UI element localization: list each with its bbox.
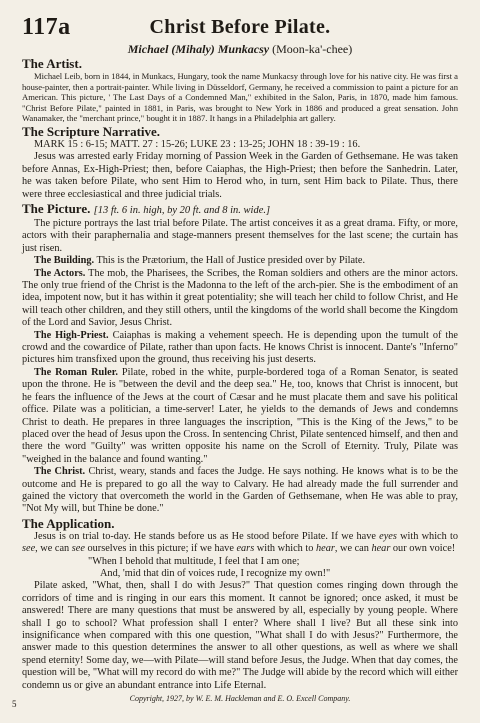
picture-heading xyxy=(22,202,458,218)
artist-text: Michael Leib, born in 1844, in Munkacs, Hungary, took the name Munkacsy through love for his native city. He was first a house-painter, then a portrait-painter. While living in Düsseldorf, Germany, he received a commission to paint a picture for an American. This picture, ' The Last Days of a Condemned Man," exhibited in the Salon, Paris, in 1870, made him famous. "Christ Before Pilate," painted in 1881, in Paris, was brought to New York in 1886 and produced a great sensation. John Wanamaker, the "merchant prince," bought it in 1887. It hangs in a Philadelphia art gallery. xyxy=(22,71,458,124)
artist-name: Michael (Mihaly) Munkacsy xyxy=(127,42,270,56)
picture-dimensions: [13 ft. 6 in. high, by 20 ft. and 8 in. wide.] xyxy=(93,205,271,216)
picture-heading-label: The Picture. xyxy=(22,201,91,216)
poem-quote xyxy=(22,556,458,581)
page-title: Christ Before Pilate. xyxy=(149,16,331,38)
pronunciation: (Moon-ka'-chee) xyxy=(272,42,353,56)
ruler-paragraph xyxy=(22,367,458,466)
folio-number: 5 xyxy=(12,699,17,709)
poem-line-2: And, 'mid that din of voices rude, I recognize my own!" xyxy=(100,567,331,579)
building-label: The Building. xyxy=(34,255,95,267)
christ-label: The Christ. xyxy=(34,466,86,478)
artist-heading: The Artist. xyxy=(22,56,82,71)
priest-paragraph xyxy=(22,330,458,367)
actors-text: The mob, the Pharisees, the Scribes, the Roman soldiers and others are the minor actors. The only true friend of the Christ is the Madonna to the left of the arch-pier. She is the embodiment of an idea, impotent now, but it has within it great potentiality; she will teach her child to follow Christ, and He will teach other children, and they still others, until the kingdoms of the world shall become the Kingdom of the Lord and Savior, Jesus Christ. xyxy=(22,267,458,329)
picture-intro: The picture portrays the last trial before Pilate. The artist conceives it as a great drama. Fifty, or more, actors with their paraphernalia and stage-manners present themselves for the last scene; the curtain has just risen. xyxy=(22,218,458,254)
scripture-heading: The Scripture Narrative. xyxy=(22,123,161,139)
building-text: This is the Prætorium, the Hall of Justice presided over by Pilate. xyxy=(96,255,366,267)
actors-paragraph xyxy=(22,268,458,330)
priest-text: Caiaphas is making a vehement speech. He is depending upon the tumult of the crowd and the cowardice of Pilate, rather than upon facts. He knows Christ is innocent. Dante's "Inferno" pictures him transfixed upon the ground, thus receiving his just deserts. xyxy=(22,329,458,366)
building-paragraph xyxy=(22,255,458,267)
ruler-label: The Roman Ruler. xyxy=(34,366,118,378)
application-heading: The Application. xyxy=(22,515,115,531)
christ-paragraph xyxy=(22,466,458,516)
scripture-text: Jesus was arrested early Friday morning of Passion Week in the Garden of Gethsemane. He was taken before Annas, Ex-High-Priest; then, before Caiaphas, the High-Priest; then before the Sanhedrin. Later, he was taken before Pilate, who sent Him to Herod who, in turn, sent Him back to Pilate. Thus, there were three ecclesiastical and three judicial trials. xyxy=(22,151,458,200)
ruler-text: Pilate, robed in the white, purple-bordered toga of a Roman Senator, is seated upon the throne. He is "between the devil and the deep sea." He, too, knows that Christ is innocent, but he fears the influence of the Jews at the court of Cæsar and he must placate them and save his political office. Pilate was a politician, a time-server! Later, he yields to the demands of Jews and condemns Christ to death. He prepares in three languages the inscription, "This is the King of the Jews," to be placed over the head of Jesus upon the Cross. In sentencing Christ, Pilate sentenced himself, and then and there the word "Guilty" was written opposite his name on the Scroll of Eternity. Truly, Pilate was "weighed in the balance and found wanting." xyxy=(22,366,458,465)
copyright-line: Copyright, 1927, by W. E. M. Hackleman and E. O. Excell Company. xyxy=(129,694,351,704)
scripture-references: MARK 15 : 6-15; MATT. 27 : 15-26; LUKE 23 : 13-25; JOHN 18 : 39-19 : 16. xyxy=(34,138,361,150)
page-number: 117a xyxy=(22,14,71,40)
application-paragraph-1: Jesus is on trial to-day. He stands before us as He stood before Pilate. If we have eyes with which to see, we can see ourselves in this picture; if we have ears with which to hear, we can hear our own voice! xyxy=(22,530,458,555)
actors-label: The Actors. xyxy=(34,267,86,279)
christ-text: Christ, weary, stands and faces the Judge. He says nothing. He knows what is to be the outcome and He is prepared to go all the way to Calvary. He had already made the full surrender and gained the victory that overcometh the world in the Garden of Gethsemane, when He was able to pray, "Not My will, but Thine be done." xyxy=(22,466,459,515)
priest-label: The High-Priest. xyxy=(34,329,109,341)
application-paragraph-2: Pilate asked, "What, then, shall I do with Jesus?" That question comes ringing down through the corridors of time and is ringing in our ears this moment. It cannot be ignored; once asked, it must be answered! There are many questions that must be answered by all, especially by young people. Where shall I go to school? What profession shall I enter? Where shall I live? But all these sink into insignificance when compared with this one question, "What shall I do with Jesus?" Furthermore, the answer made to this question determines the answer to all other questions, as well as where we shall spend eternity! Some day, we—with Pilate—will stand before Jesus, the Judge. When that day comes, the question will be, "What will my record do with me?" The Judge will abide by the record which will either condemn us or give an abundant entrance into Life Eternal. xyxy=(22,580,458,691)
poem-line-1: "When I behold that multitude, I feel that I am one; xyxy=(88,555,300,567)
page-header xyxy=(22,14,458,48)
